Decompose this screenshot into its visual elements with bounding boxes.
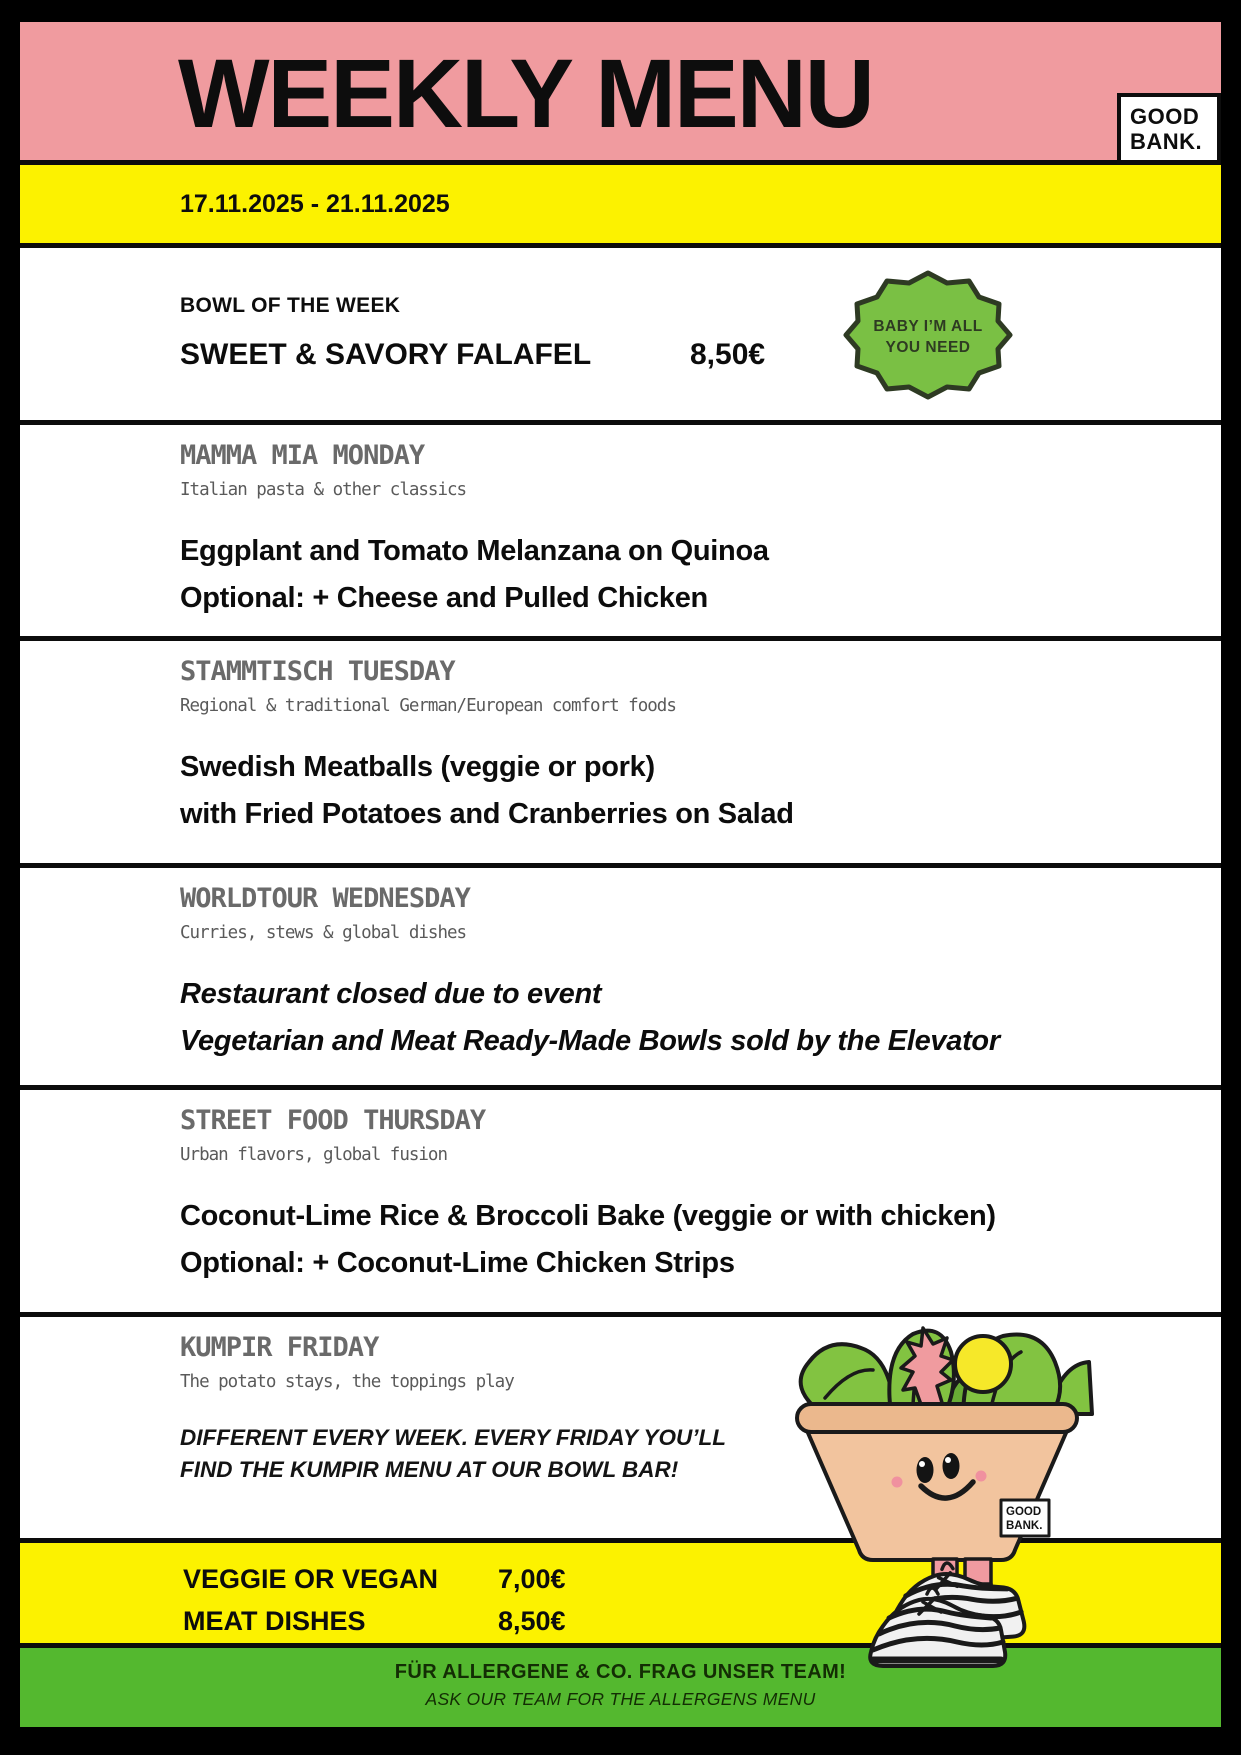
badge-blob-icon bbox=[846, 273, 1010, 397]
dish-line: Coconut-Lime Rice & Broccoli Bake (veggie or with chicken) bbox=[180, 1200, 996, 1232]
day-title: WORLDTOUR WEDNESDAY bbox=[180, 883, 470, 914]
poster-header bbox=[20, 22, 1221, 160]
day-title: KUMPIR FRIDAY bbox=[180, 1332, 379, 1363]
day-title: STREET FOOD THURSDAY bbox=[180, 1105, 486, 1136]
day-subtitle: The potato stays, the toppings play bbox=[180, 1372, 514, 1392]
note-line: FIND THE KUMPIR MENU AT OUR BOWL BAR! bbox=[180, 1457, 679, 1482]
dish-lines bbox=[180, 528, 1181, 622]
date-band bbox=[20, 165, 1221, 243]
day-section-wednesday bbox=[20, 868, 1221, 1085]
day-section-monday bbox=[20, 425, 1221, 636]
bowl-label-line2: BANK. bbox=[1006, 1520, 1043, 1532]
sneaker-icon bbox=[870, 1558, 1025, 1666]
price-label: MEAT DISHES bbox=[183, 1605, 366, 1636]
bowl-brand-label bbox=[1001, 1500, 1049, 1536]
note-line: DIFFERENT EVERY WEEK. EVERY FRIDAY YOU’LL bbox=[180, 1425, 726, 1450]
bowl-of-the-week-name: SWEET & SAVORY FALAFEL bbox=[180, 338, 592, 371]
day-title: STAMMTISCH TUESDAY bbox=[180, 656, 455, 687]
dish-line: Optional: + Cheese and Pulled Chicken bbox=[180, 582, 708, 614]
friday-note bbox=[180, 1422, 740, 1486]
price-value: 7,00€ bbox=[498, 1563, 566, 1594]
badge-text-line1: BABY I’M ALL bbox=[873, 318, 983, 335]
dish-line: Optional: + Coconut-Lime Chicken Strips bbox=[180, 1247, 735, 1279]
poster-frame bbox=[20, 22, 1221, 1727]
day-section-tuesday bbox=[20, 641, 1221, 863]
dish-line: Restaurant closed due to event bbox=[180, 978, 602, 1010]
price-value: 8,50€ bbox=[498, 1605, 566, 1636]
brand-logo-line2: BANK. bbox=[1130, 128, 1203, 154]
salad-leaves-icon bbox=[801, 1328, 1092, 1414]
page-title: WEEKLY MENU bbox=[178, 39, 873, 148]
brand-logo-line1: GOOD bbox=[1130, 103, 1200, 129]
dish-lines bbox=[180, 744, 1181, 838]
bowl-of-the-week-label: BOWL OF THE WEEK bbox=[180, 294, 401, 317]
badge-text-line2: YOU NEED bbox=[885, 339, 971, 356]
dish-line: Swedish Meatballs (veggie or pork) bbox=[180, 751, 655, 783]
dish-line: with Fried Potatoes and Cranberries on Salad bbox=[180, 798, 794, 830]
bowl-of-the-week-price: 8,50€ bbox=[690, 338, 766, 371]
lemon-icon bbox=[955, 1336, 1011, 1392]
dish-lines bbox=[180, 1193, 1181, 1287]
day-section-thursday bbox=[20, 1090, 1221, 1312]
day-subtitle: Urban flavors, global fusion bbox=[180, 1145, 448, 1165]
allergens-note-german: FÜR ALLERGENE & CO. FRAG UNSER TEAM! bbox=[394, 1661, 847, 1683]
special-offer-badge bbox=[843, 270, 1013, 400]
brand-logo bbox=[1117, 93, 1221, 164]
bowl-character-illustration bbox=[795, 1318, 1095, 1678]
day-subtitle: Italian pasta & other classics bbox=[180, 480, 467, 500]
dish-lines bbox=[180, 971, 1181, 1065]
date-range: 17.11.2025 - 21.11.2025 bbox=[180, 189, 450, 218]
day-subtitle: Regional & traditional German/European comfort foods bbox=[180, 696, 676, 716]
dish-line: Eggplant and Tomato Melanzana on Quinoa bbox=[180, 535, 769, 567]
day-subtitle: Curries, stews & global dishes bbox=[180, 923, 467, 943]
bowl-of-the-week-section bbox=[20, 248, 1221, 420]
day-title: MAMMA MIA MONDAY bbox=[180, 440, 425, 471]
bowl-label-line1: GOOD bbox=[1006, 1506, 1042, 1518]
allergens-note-english: ASK OUR TEAM FOR THE ALLERGENS MENU bbox=[425, 1689, 816, 1709]
dish-line: Vegetarian and Meat Ready-Made Bowls sold by the Elevator bbox=[180, 1025, 1000, 1057]
price-label: VEGGIE OR VEGAN bbox=[183, 1563, 439, 1594]
